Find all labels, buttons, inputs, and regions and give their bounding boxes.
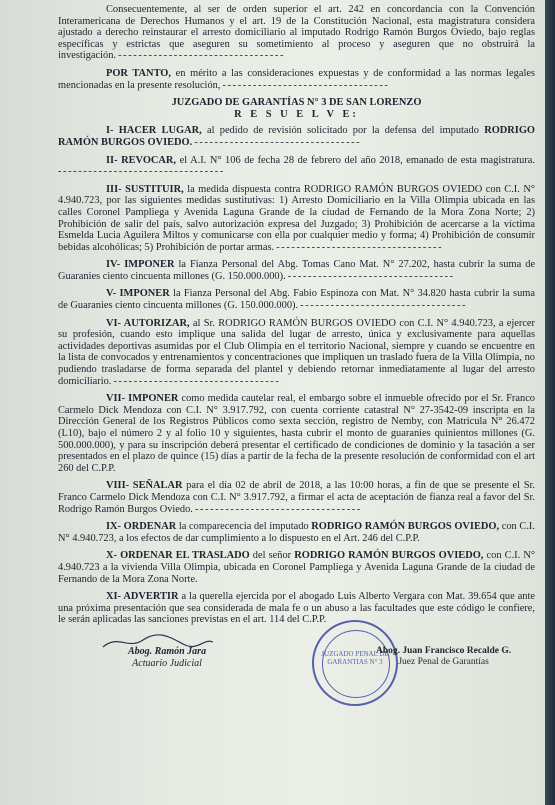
por-tanto-text: en mérito a las consideraciones expuestas y de conformidad a las normas legales mencionadas en la presente resolución,: [58, 67, 536, 91]
por-tanto-lead: POR TANTO,: [106, 67, 171, 79]
item-ii-lead: II- REVOCAR,: [106, 154, 177, 166]
item-vi-text: al Sr. RODRIGO RAMÓN BURGOS OVIEDO con C.I. N° 4.940.723, a ejercer su profesión, cuando esto implique una salida del lugar de arresto, única y exclusivamente para aquellas actividades deportivas asumidas por el Club Olimpia en el territorio Nacional, siempre y cuando se encuentre en la lista de convocados y entrenamientos y concentraciones que impliquen un traslado fuera de la Villa Olimpia, no pudiendo trasladarse de forma separada del plantel y debiendo retornar inmediatamente al lugar del arresto domiciliario.: [58, 317, 536, 387]
item-iii-text: la medida dispuesta contra RODRIGO RAMÓN BURGOS OVIEDO con C.I. N° 4.940.723, por las siguientes medidas sustitutivas: 1) Arresto Domiciliario en la Villa Olimpia ubicada en las calles Coronel Pampliega y Avenida Laguna Grande de la ciudad de Fernando de la Mora Zona Norte; 2) Prohibición de salir del país, salvo autorización expresa del Juzgado; 3) Prohibición de acercarse a la víctima Esmelda Lucia Aguilera Miltos y comunicarse con ella por cualquier medio y forma; 4) Prohibición de consumir bebidas alcohólicas; 5) Prohibición de portar armas.: [58, 183, 535, 253]
seal-text: JUZGADO PENAL DE GARANTIAS N° 3: [321, 649, 389, 666]
paragraph-por-tanto: [58, 68, 535, 91]
judge-signature: [376, 646, 511, 668]
item-xi-lead: XI- ADVERTIR: [106, 591, 179, 603]
paragraph-consecuentemente: Consecuentemente, al ser de orden superior el art. 242 en concordancia con la Convención Interamericana de Derechos Humanos y el art. 19 de la Constitución Nacional, esta magistratura considera ajustado a derecho reinstaurar el arresto domiciliario al imputado Rodrigo Ramón Burgos Oviedo, bajo reglas específicas y estrictas que aseguren su sometimiento al proceso y aseguren que no obstruirá la investigación. - - -: [58, 4, 535, 62]
court-heading: JUZGADO DE GARANTÍAS N° 3 DE SAN LORENZO: [171, 97, 422, 109]
resolution-item-ix: [58, 521, 535, 544]
item-i-name: RODRIGO RAMÓN BURGOS OVIEDO.: [58, 125, 535, 148]
judge-name: Abog. Juan Francisco Recalde G.: [376, 645, 512, 656]
resolution-item-ii: [58, 155, 535, 178]
clerk-name: Abog. Ramón Jara: [128, 645, 207, 657]
item-v-text: la Fianza Personal del Abg. Fabio Espinoza con Mat. N° 34.820 hasta cubrir la suma de Guaranies ciento cincuenta millones (G. 150.000.000).: [58, 288, 535, 312]
resolution-item-viii: [58, 480, 535, 515]
resuelve-heading: R E S U E L V E:: [234, 108, 359, 120]
item-viii-lead: VIII- SEÑALAR: [106, 480, 183, 492]
item-iv-text: la Fianza Personal del Abg. Tomas Cano Mat. N° 27.202, hasta cubrir la suma de Guaranies ciento cincuenta millones (G. 150.000.000).: [58, 259, 535, 282]
item-ix-text: la comparecencia del imputado: [176, 521, 312, 533]
resolution-item-x: [58, 550, 535, 585]
resolution-item-vi: [58, 318, 535, 388]
resolution-item-iv: [58, 259, 535, 282]
item-ix-text-2: con C.I. N° 4.940.723, a los efectos de dar cumplimiento a lo dispuesto en el Art. 246 del C.P.P.: [58, 521, 535, 544]
item-ix-name: RODRIGO RAMÓN BURGOS OVIEDO,: [311, 521, 500, 533]
resolution-item-v: [58, 288, 535, 311]
item-i-text: al pedido de revisión solicitado por la defensa del imputado: [201, 125, 485, 137]
item-i-lead: I- HACER LUGAR,: [106, 125, 202, 137]
item-vi-lead: VI- AUTORIZAR,: [106, 317, 190, 329]
item-x-name: RODRIGO RAMÓN BURGOS OVIEDO,: [294, 550, 484, 562]
judge-title: Juez Penal de Garantías: [398, 656, 489, 667]
item-viii-text: para el día 02 de abril de 2018, a las 10:00 horas, a fin de que se presente el Sr. Franco Carmelo Dick Mendoza con C.I. N° 3.917.792, a firmar el acta de aceptación de fianza real a favor del Sr. Rodrigo Ramón Burgos Oviedo.: [58, 480, 536, 515]
page-edge-shadow: [545, 0, 555, 805]
signature-block: [58, 632, 535, 702]
item-vii-lead: VII- IMPONER: [106, 393, 179, 405]
clerk-title: Actuario Judicial: [132, 657, 202, 669]
item-ii-text: el A.I. N° 106 de fecha 28 de febrero del año 2018, emanado de esta magistratura.: [176, 154, 535, 166]
item-x-text: del señor: [249, 550, 295, 562]
item-iii-lead: III- SUSTITUIR,: [106, 183, 184, 195]
item-v-lead: V- IMPONER: [106, 288, 170, 300]
item-x-lead: X- ORDENAR EL TRASLADO: [106, 550, 250, 562]
resolution-item-vii: [58, 393, 535, 474]
item-x-text-2: con C.I. N° 4.940.723 a la vivienda Villa Olimpia, ubicada en Coronel Pampliega y Avenida Laguna Grande de la ciudad de Fernando de la Mora Zona Norte.: [58, 550, 535, 585]
clerk-signature: [128, 646, 206, 670]
resolution-item-xi: [58, 591, 535, 626]
resolution-item-iii: [58, 184, 535, 254]
item-xi-text: a la querella ejercida por el abogado Luis Alberto Vergara con Mat. 39.654 que ante una próxima presentación que sea considerada de mala fe o un abuso a las facultades que este código le confiere, le serán aplicadas las sanciones previstas en el art. 114 del C.P.P.: [58, 591, 536, 626]
item-iv-lead: IV- IMPONER: [106, 259, 175, 271]
item-vii-text: como medida cautelar real, el embargo sobre el inmueble ofrecido por el Sr. Franco Carmelo Dick Mendoza con C.I. N° 3.917.792, con cuenta corriente catastral N° 27-3542-09 inscripta en la Dirección General de los Registros Públicos como sexta sección, registro de Nemby, con Matricula N° 26.472 (L10), bajo el número 2 y al folio 10 y siguientes, hasta cubrir el monto de guaranies quinientos millones (G. 500.000.000), y para su inscripción deberá presentar el certificado de condiciones de dominio y la tasación a ser presentados en el plazo de quince (15) días a partir de la fecha de la presente resolución de conformidad con el art 260 del C.P.P.: [58, 393, 536, 474]
resolution-item-i: [58, 125, 535, 148]
item-ix-lead: IX- ORDENAR: [106, 521, 177, 533]
